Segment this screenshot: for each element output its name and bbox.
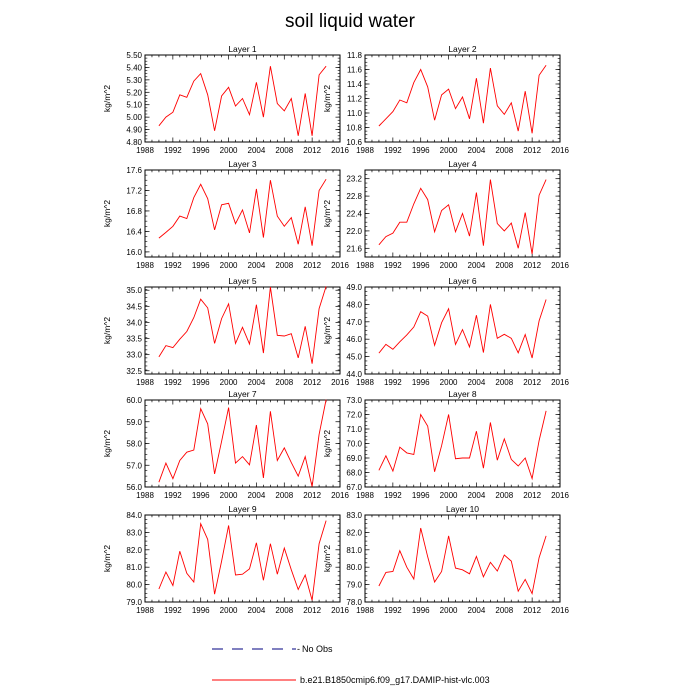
y-tick-label: 5.20	[126, 88, 142, 98]
panel-title: Layer 3	[228, 159, 257, 169]
series-line	[159, 286, 326, 363]
y-tick-label: 73.0	[346, 396, 362, 405]
y-tick-label: 67.0	[346, 483, 362, 492]
x-tick-label: 2012	[523, 261, 542, 270]
x-tick-label: 2000	[439, 261, 458, 270]
x-tick-label: 2008	[495, 261, 514, 270]
y-tick-label: 17.2	[126, 186, 142, 196]
x-tick-label: 2016	[551, 491, 569, 500]
y-tick-label: 47.0	[346, 317, 362, 327]
plot-frame	[145, 287, 340, 374]
panel-layer-5	[102, 276, 349, 387]
y-tick-label: 82.0	[346, 528, 362, 538]
x-tick-label: 2012	[303, 378, 322, 387]
panel-title: Layer 9	[228, 504, 257, 514]
y-tick-label: 34.5	[126, 302, 142, 312]
y-tick-label: 5.50	[126, 51, 142, 60]
y-tick-label: 84.0	[126, 511, 142, 520]
figure-title: soil liquid water	[285, 11, 415, 32]
y-tick-label: 79.0	[126, 598, 142, 607]
x-tick-label: 1996	[191, 261, 210, 270]
plot-frame	[145, 170, 340, 257]
panel-layer-9	[102, 504, 349, 615]
x-tick-label: 1992	[163, 606, 182, 615]
y-tick-label: 11.0	[347, 109, 362, 118]
y-tick-label: 5.00	[126, 113, 142, 123]
x-tick-label: 1988	[136, 261, 154, 270]
x-tick-label: 2016	[551, 378, 569, 387]
x-tick-label: 2012	[303, 261, 322, 270]
x-tick-label: 2012	[523, 491, 542, 500]
x-tick-label: 1996	[191, 378, 210, 387]
y-tick-label: 21.6	[346, 244, 362, 254]
y-tick-label: 16.8	[126, 206, 142, 216]
x-tick-label: 2016	[331, 606, 349, 615]
y-tick-label: 5.10	[126, 100, 142, 110]
y-axis-label: kg/m^2	[102, 199, 112, 228]
x-tick-label: 2000	[219, 378, 238, 387]
plot-frame	[145, 515, 340, 602]
y-tick-label: 71.0	[346, 425, 362, 434]
y-tick-label: 83.0	[126, 528, 142, 538]
x-tick-label: 1996	[411, 606, 430, 615]
panels	[102, 44, 569, 615]
x-tick-label: 1996	[191, 491, 210, 500]
y-tick-label: 17.6	[126, 166, 142, 175]
y-axis-label: kg/m^2	[102, 84, 112, 113]
legend	[212, 644, 490, 685]
y-tick-label: 45.0	[346, 352, 362, 362]
y-axis-label: kg/m^2	[322, 429, 332, 458]
x-tick-label: 2004	[247, 378, 266, 387]
y-tick-label: 11.2	[347, 94, 362, 104]
plot-frame	[365, 55, 560, 142]
y-tick-label: 4.90	[126, 125, 142, 135]
y-tick-label: 46.0	[346, 335, 362, 345]
x-tick-label: 1992	[383, 378, 402, 387]
y-tick-label: 72.0	[346, 410, 362, 420]
panel-title: Layer 6	[448, 276, 477, 286]
y-axis-label: kg/m^2	[322, 544, 332, 573]
x-tick-label: 2016	[551, 146, 569, 155]
series-line	[159, 400, 326, 487]
y-tick-label: 68.0	[346, 468, 362, 478]
x-tick-label: 2004	[247, 146, 266, 155]
panel-layer-8	[322, 389, 569, 500]
x-tick-label: 2004	[467, 261, 486, 270]
y-tick-label: 11.6	[347, 65, 362, 75]
panel-title: Layer 1	[228, 44, 257, 54]
panel-title: Layer 10	[445, 504, 480, 514]
y-axis-label: kg/m^2	[322, 316, 332, 345]
x-tick-label: 2000	[219, 491, 238, 500]
y-tick-label: 23.2	[346, 174, 362, 184]
series-line	[159, 521, 326, 601]
series-line	[159, 179, 326, 246]
y-tick-label: 11.4	[347, 80, 362, 89]
y-tick-label: 10.8	[346, 123, 362, 133]
y-tick-label: 79.0	[346, 580, 362, 590]
x-tick-label: 2004	[247, 491, 266, 500]
x-tick-label: 2004	[247, 606, 266, 615]
y-tick-label: 78.0	[346, 598, 362, 607]
panel-layer-3	[102, 159, 349, 270]
y-tick-label: 34.0	[126, 318, 142, 328]
x-tick-label: 2004	[467, 378, 486, 387]
x-tick-label: 2008	[275, 261, 294, 270]
x-tick-label: 2016	[551, 261, 569, 270]
x-tick-label: 2008	[495, 146, 514, 155]
x-tick-label: 1988	[356, 261, 374, 270]
x-tick-label: 1992	[163, 146, 182, 155]
y-tick-label: 4.80	[126, 138, 142, 147]
panel-title: Layer 2	[448, 44, 477, 54]
panel-layer-4	[322, 159, 569, 270]
x-tick-label: 1996	[191, 606, 210, 615]
x-tick-label: 2008	[275, 491, 294, 500]
y-tick-label: 69.0	[346, 454, 362, 463]
x-tick-label: 2004	[467, 491, 486, 500]
x-tick-label: 2000	[439, 146, 458, 155]
x-tick-label: 2000	[219, 606, 238, 615]
y-tick-label: 57.0	[126, 461, 142, 471]
x-tick-label: 2012	[303, 146, 322, 155]
x-tick-label: 1996	[191, 146, 210, 155]
y-axis-label: kg/m^2	[102, 429, 112, 458]
x-tick-label: 1992	[383, 491, 402, 500]
x-tick-label: 1992	[383, 261, 402, 270]
y-tick-label: 5.40	[126, 63, 142, 73]
y-tick-label: 49.0	[346, 283, 362, 292]
y-tick-label: 56.0	[126, 483, 142, 492]
x-tick-label: 1992	[383, 146, 402, 155]
x-tick-label: 1996	[411, 146, 430, 155]
x-tick-label: 2008	[495, 378, 514, 387]
series-line	[379, 180, 546, 254]
x-tick-label: 1996	[411, 378, 430, 387]
x-tick-label: 1992	[163, 378, 182, 387]
x-tick-label: 2012	[303, 606, 322, 615]
x-tick-label: 2008	[495, 606, 514, 615]
y-tick-label: 16.4	[126, 227, 142, 237]
y-tick-label: 59.0	[126, 417, 142, 427]
x-tick-label: 2000	[219, 146, 238, 155]
x-tick-label: 2016	[331, 378, 349, 387]
x-tick-label: 2012	[523, 378, 542, 387]
x-tick-label: 1988	[356, 606, 374, 615]
series-line	[379, 300, 546, 359]
x-tick-label: 2016	[551, 606, 569, 615]
x-tick-label: 2004	[247, 261, 266, 270]
x-tick-label: 1992	[383, 606, 402, 615]
x-tick-label: 2008	[275, 378, 294, 387]
series-line	[379, 411, 546, 479]
x-tick-label: 1988	[136, 491, 154, 500]
y-tick-label: 83.0	[346, 511, 362, 520]
x-tick-label: 2012	[523, 146, 542, 155]
y-tick-label: 82.0	[126, 545, 142, 555]
x-tick-label: 2008	[275, 146, 294, 155]
x-tick-label: 2008	[495, 491, 514, 500]
x-tick-label: 2000	[439, 606, 458, 615]
plot-frame	[365, 515, 560, 602]
panel-title: Layer 5	[228, 276, 257, 286]
legend-no-obs-label: No Obs	[302, 644, 333, 654]
panel-layer-10	[322, 504, 569, 615]
y-tick-label: 33.5	[126, 334, 142, 344]
x-tick-label: 1988	[136, 606, 154, 615]
y-tick-label: 60.0	[126, 396, 142, 405]
y-tick-label: 22.8	[346, 192, 362, 202]
x-tick-label: 1988	[136, 146, 154, 155]
x-tick-label: 2016	[331, 146, 349, 155]
x-tick-label: 2016	[331, 491, 349, 500]
y-tick-label: 11.8	[347, 51, 362, 60]
y-axis-label: kg/m^2	[102, 316, 112, 345]
x-tick-label: 2012	[303, 491, 322, 500]
panel-title: Layer 4	[448, 159, 477, 169]
series-line	[379, 65, 546, 133]
x-tick-label: 2004	[467, 606, 486, 615]
x-tick-label: 2000	[219, 261, 238, 270]
y-axis-label: kg/m^2	[102, 544, 112, 573]
y-tick-label: 81.0	[346, 545, 362, 555]
y-tick-label: 10.6	[346, 138, 362, 147]
y-tick-label: 70.0	[346, 439, 362, 449]
y-tick-label: 58.0	[126, 439, 142, 449]
y-tick-label: 33.0	[126, 350, 142, 360]
y-tick-label: 5.30	[126, 75, 142, 85]
x-tick-label: 2004	[467, 146, 486, 155]
panel-layer-2	[322, 44, 569, 155]
series-line	[159, 66, 326, 136]
y-tick-label: 32.5	[126, 366, 142, 376]
x-tick-label: 1996	[411, 491, 430, 500]
x-tick-label: 1988	[356, 146, 374, 155]
panel-title: Layer 7	[228, 389, 257, 399]
panel-title: Layer 8	[448, 389, 477, 399]
y-tick-label: 80.0	[346, 563, 362, 573]
x-tick-label: 1992	[163, 491, 182, 500]
y-tick-label: 16.0	[126, 247, 142, 257]
x-tick-label: 2012	[523, 606, 542, 615]
x-tick-label: 1996	[411, 261, 430, 270]
legend-no-obs-dash: -	[297, 644, 300, 654]
y-axis-label: kg/m^2	[322, 199, 332, 228]
y-tick-label: 81.0	[126, 563, 142, 573]
legend-model-label: b.e21.B1850cmip6.f09_g17.DAMIP-hist-vlc.003	[300, 675, 490, 685]
panel-layer-7	[102, 389, 349, 500]
x-tick-label: 2000	[439, 491, 458, 500]
y-tick-label: 48.0	[346, 300, 362, 310]
y-axis-label: kg/m^2	[322, 84, 332, 113]
x-tick-label: 2016	[331, 261, 349, 270]
panel-layer-1	[102, 44, 349, 155]
x-tick-label: 1988	[356, 491, 374, 500]
y-tick-label: 35.0	[126, 286, 142, 296]
x-tick-label: 1992	[163, 261, 182, 270]
x-tick-label: 1988	[356, 378, 374, 387]
y-tick-label: 22.4	[346, 209, 362, 219]
y-tick-label: 80.0	[126, 580, 142, 590]
series-line	[379, 528, 546, 594]
y-tick-label: 22.0	[346, 226, 362, 236]
x-tick-label: 1988	[136, 378, 154, 387]
panel-layer-6	[322, 276, 569, 387]
x-tick-label: 2000	[439, 378, 458, 387]
x-tick-label: 2008	[275, 606, 294, 615]
y-tick-label: 44.0	[346, 370, 362, 379]
